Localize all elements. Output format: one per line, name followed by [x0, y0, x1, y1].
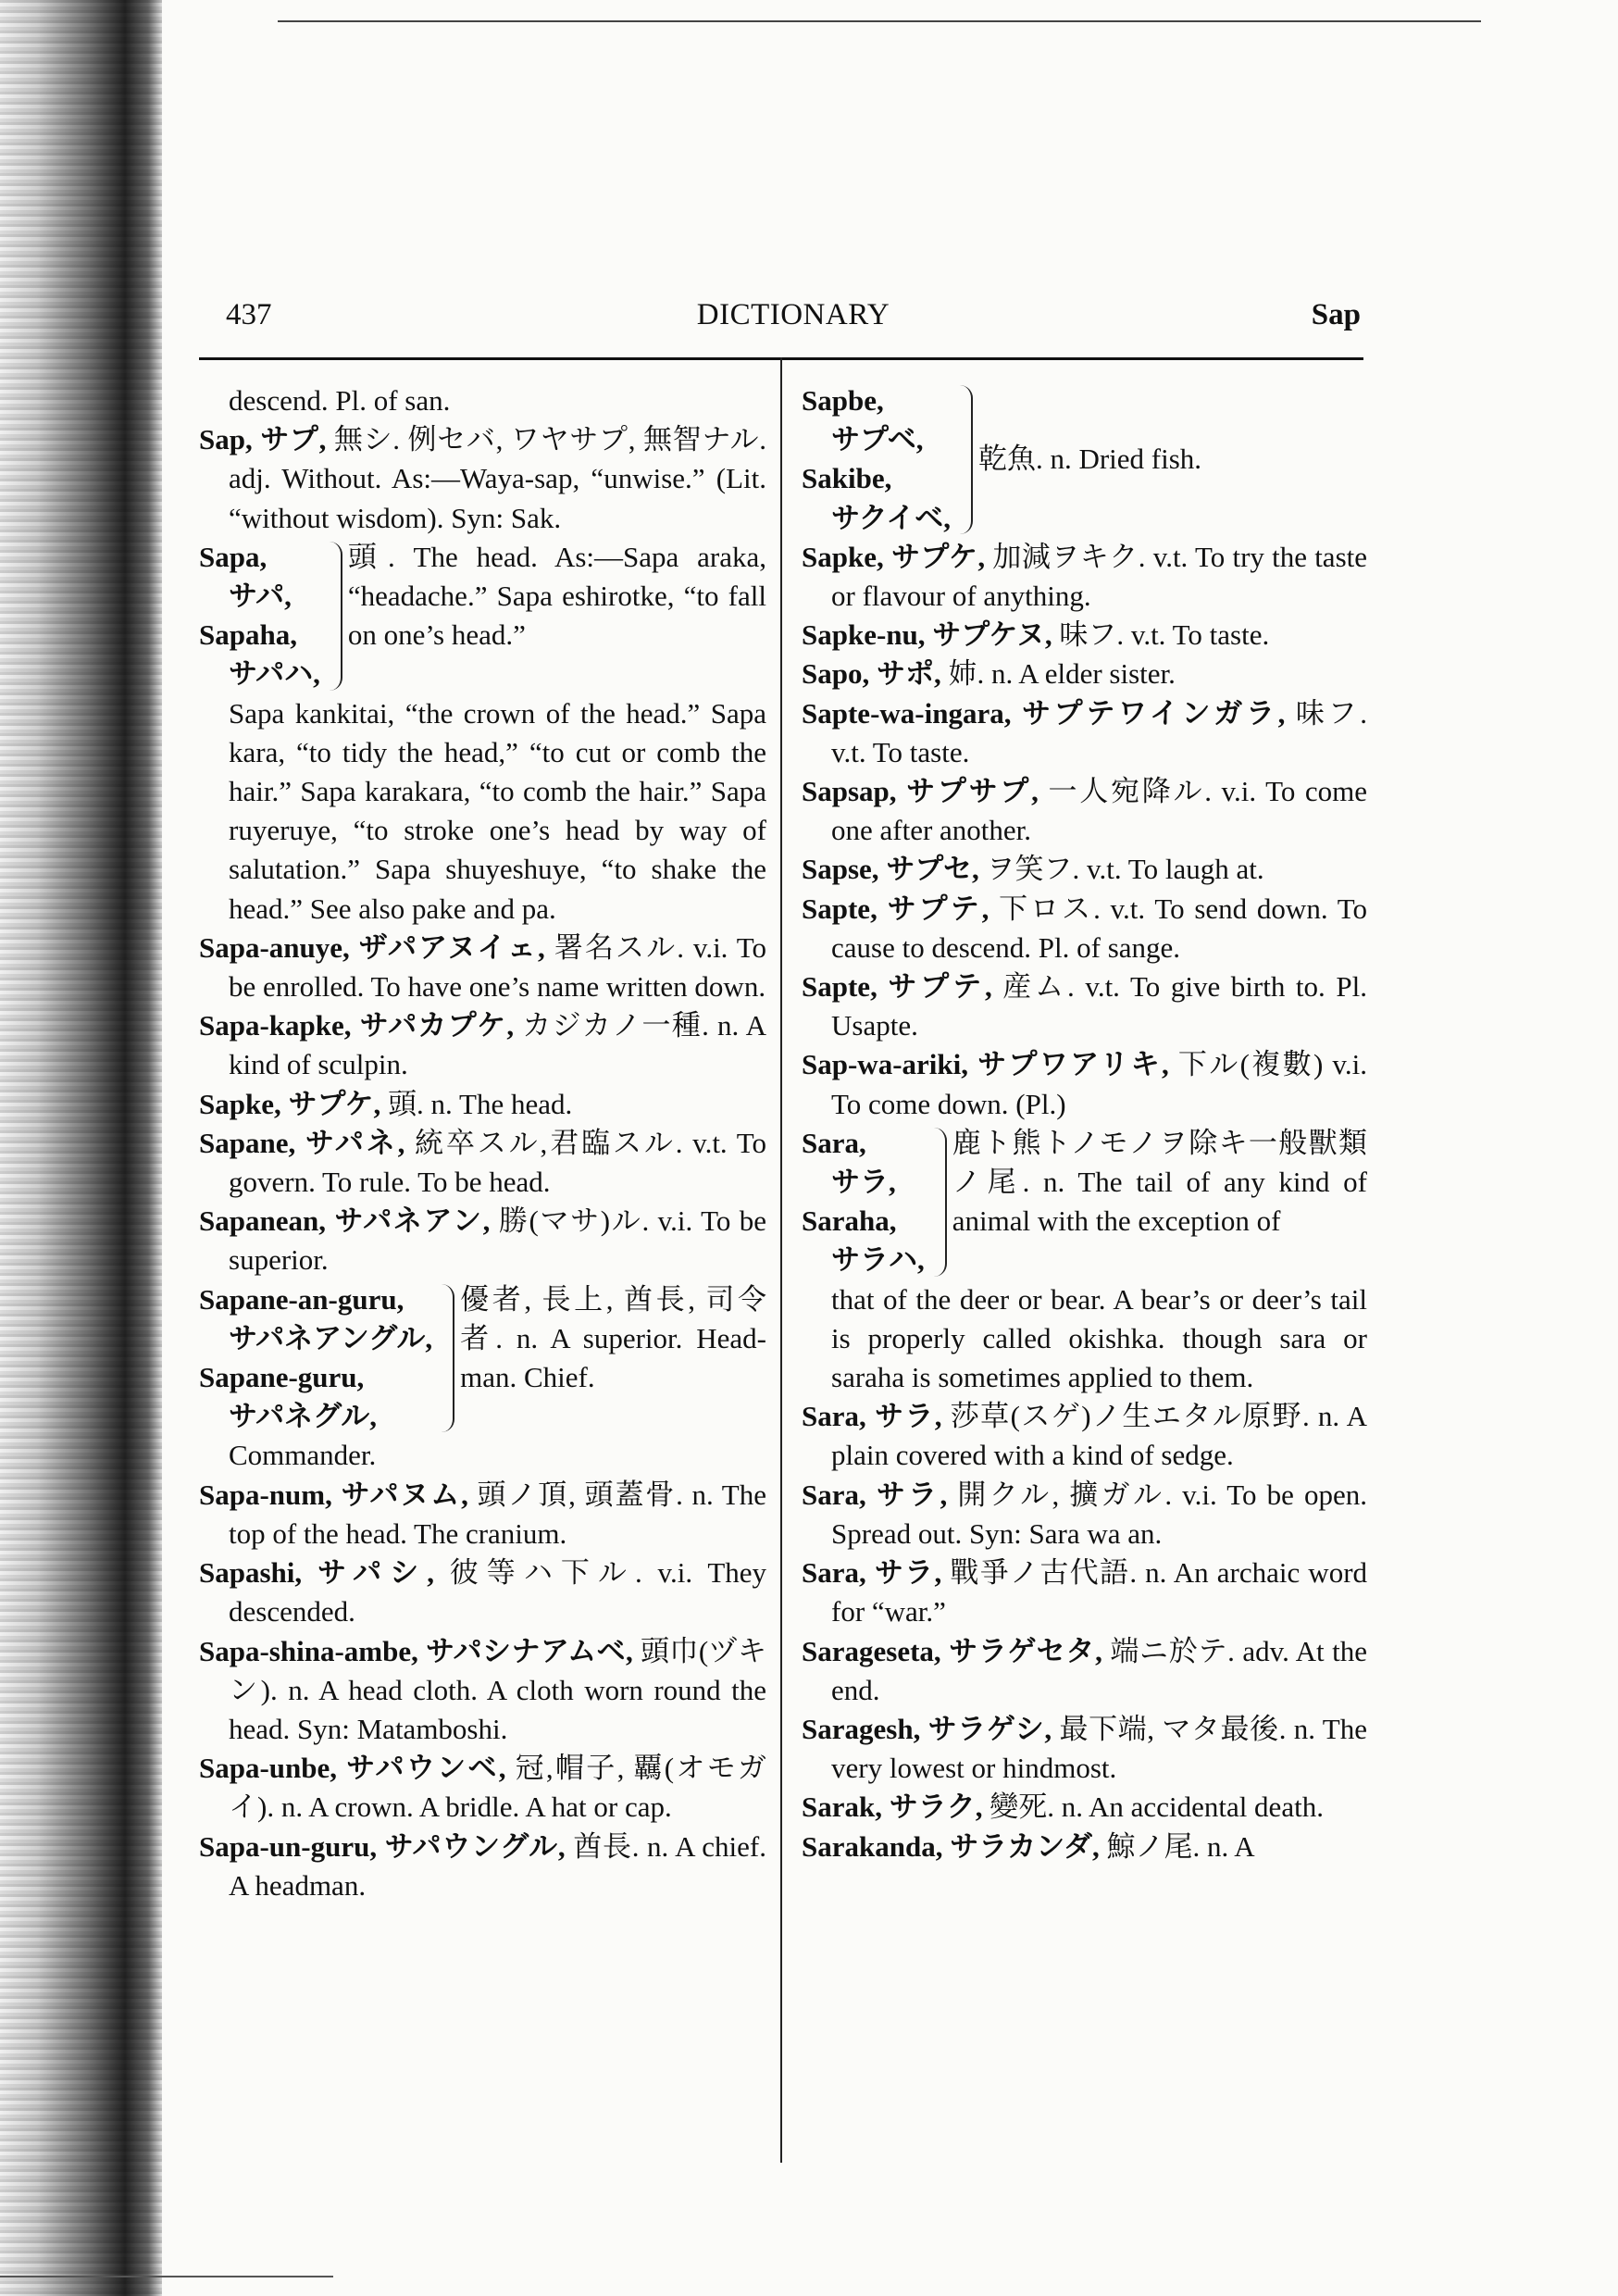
entry-group-row [199, 538, 766, 694]
dictionary-entry [802, 1554, 1367, 1631]
page-header [226, 298, 1361, 341]
entry-katakana: サラ, [876, 1478, 948, 1511]
entry-definition: 鯨ノ尾. n. A [1106, 1829, 1255, 1863]
entry-headword: Sapa-unbe, [199, 1752, 338, 1785]
entry-headword: Sapke, [199, 1087, 281, 1120]
entry-definition: 頭. n. The head. [388, 1087, 573, 1120]
dictionary-entry [802, 967, 1367, 1045]
dictionary-entry [199, 1085, 766, 1124]
entry-definition: 戰爭ノ古代語. n. An archaic word for “war.” [831, 1556, 1368, 1628]
entry-headword: Sap-wa-ariki, [802, 1048, 968, 1081]
entry-definition: 莎草(スゲ)ノ生エタル原野. n. A plain covered with a kind of sedge. [831, 1400, 1368, 1472]
entry-headword: Sapane-an-guru, [199, 1282, 404, 1316]
page-number: 437 [226, 298, 272, 331]
dictionary-entry [802, 1045, 1367, 1123]
entry-definition-continued: Sapa kankitai, “the crown of the head.” Sapa kara, “to tidy the head,” “to cut or comb the hair.” Sapa karakara, “to comb the hair.” Sapa ruyeruye, “to stroke one’s head by way of salutation.” Sapa shuyeshuye, “to shake the head.” See also pake and pa. [229, 696, 766, 925]
entry-definition: 端ニ於テ. adv. At the end. [831, 1634, 1367, 1706]
entry-definition: 味フ. v.t. To taste. [831, 696, 1368, 768]
entry-katakana: サパ, [229, 580, 292, 613]
entry-headword: Sapa-kapke, [199, 1009, 352, 1042]
entry-definition: 一人宛降ル. v.i. To come one after another. [831, 775, 1368, 847]
entry-definition: 開クル, 擴ガル. v.i. To be open. Spread out. Syn: Sara wa an. [831, 1478, 1368, 1550]
scan-bottom-line [0, 2276, 333, 2277]
entry-katakana: サラ, [874, 1556, 942, 1590]
entry-katakana: サプケ, [288, 1087, 381, 1120]
entry-group-row [802, 381, 1367, 538]
entry-katakana: サパウングル, [384, 1829, 566, 1863]
entry-headword: Sapa-shina-ambe, [199, 1634, 418, 1667]
entry-definition: 勝(マサ)ル. v.i. To be superior. [229, 1204, 767, 1277]
dictionary-entry [199, 420, 766, 538]
entry-definition: ヲ笑フ. v.t. To laugh at. [986, 853, 1264, 886]
entry-headword: Sapsap, [802, 775, 897, 808]
dictionary-entry [199, 1006, 766, 1084]
entry-headword: Sapte, [802, 892, 877, 925]
dictionary-entry [199, 1554, 766, 1631]
entry-definition: 彼等ハ下ル. v.i. They descended. [229, 1556, 767, 1628]
dictionary-entry [802, 1397, 1367, 1475]
entry-headword: Sapo, [802, 657, 870, 691]
dictionary-entry [802, 1632, 1367, 1710]
group-headwords [802, 1124, 925, 1280]
dictionary-entry [199, 1749, 766, 1827]
entry-katakana: サパネアングル, [229, 1321, 433, 1354]
entry-definition: 酋長. n. A chief. A headman. [229, 1829, 767, 1902]
entry-definition: カジカノ一種. n. A kind of sculpin. [229, 1009, 767, 1081]
dictionary-entry [802, 1710, 1367, 1788]
dictionary-entry [802, 1788, 1367, 1827]
entry-headword: Sapane, [199, 1126, 296, 1159]
entry-headword: Sapashi, [199, 1556, 303, 1590]
entry-headword: Sapanean, [199, 1204, 326, 1238]
entry-katakana: サパカプケ, [359, 1009, 515, 1042]
entry-headword: Sara, [802, 1478, 866, 1511]
entry-definition: 無シ. 例セバ, ワヤサプ, 無智ナル. adj. Without. As:—Waya-sap, “unwise.” (Lit. “without wisdom). Syn: Sak. [229, 423, 767, 534]
entry-katakana: サラカンダ, [950, 1829, 1100, 1863]
dictionary-entry [802, 538, 1367, 616]
entry-headword: Sapte, [802, 970, 877, 1004]
entry-headword: Sapse, [802, 853, 879, 886]
entry-definition: 味フ. v.t. To taste. [1059, 618, 1270, 652]
dictionary-entry [802, 850, 1367, 889]
dictionary-entry [802, 772, 1367, 850]
dictionary-entry-group [802, 1124, 1367, 1397]
entry-headword: Sap, [199, 423, 253, 456]
entry-definition: 頭ノ頂, 頭蓋骨. n. The top of the head. The cranium. [229, 1478, 767, 1550]
entry-katakana: サパネアン, [334, 1204, 491, 1238]
entry-katakana: ザパアヌイェ, [358, 930, 545, 964]
dictionary-entry [199, 1476, 766, 1554]
entry-katakana: サプサプ, [906, 775, 1039, 808]
dictionary-entry-group [199, 1280, 766, 1476]
entry-headword: Sapte-wa-ingara, [802, 696, 1012, 730]
entry-katakana: サプテ, [887, 892, 989, 925]
group-headwords [199, 1280, 432, 1437]
entry-headword: Sapa-num, [199, 1478, 332, 1511]
dictionary-entry [199, 929, 766, 1006]
entry-headword: Sapke, [802, 540, 884, 573]
entry-definition: 産ム. v.t. To give birth to. Pl. Usapte. [831, 970, 1367, 1042]
entry-katakana: サラク, [889, 1791, 983, 1824]
entry-headword: Sapa-un-guru, [199, 1829, 378, 1863]
entry-katakana: サプテワインガラ, [1021, 696, 1286, 730]
entry-headword: Sapke-nu, [802, 618, 926, 652]
entry-katakana: サパハ, [229, 657, 320, 691]
dictionary-entry-group [199, 538, 766, 929]
entry-definition: 鹿ト熊トノモノヲ除キ一般獸類ノ尾. n. The tail of any kind of animal with the exception of [952, 1126, 1367, 1238]
entry-definition: 下ル(複數) v.i. To come down. (Pl.) [831, 1048, 1368, 1120]
entry-katakana: サパネ, [305, 1126, 405, 1159]
right-column [802, 381, 1367, 1866]
brace-mark [928, 1128, 947, 1277]
dictionary-entry [199, 1202, 766, 1279]
entry-katakana: サポ, [876, 657, 941, 691]
entry-definition: 變死. n. An accidental death. [989, 1791, 1324, 1824]
entry-katakana: サラゲシ, [927, 1712, 1052, 1745]
entry-headword: Sarageseta, [802, 1634, 941, 1667]
entry-katakana: サプ, [260, 423, 327, 456]
entry-group-row [199, 1280, 766, 1437]
entry-katakana: サパシ, [317, 1556, 434, 1590]
entry-group-row [802, 1124, 1367, 1280]
entry-katakana: サパヌム, [341, 1478, 468, 1511]
entry-headword: Sarak, [802, 1791, 882, 1824]
dictionary-entry [802, 694, 1367, 772]
brace-mark [954, 385, 973, 534]
group-headwords [802, 381, 951, 538]
entry-headword: Saragesh, [802, 1712, 921, 1745]
entry-headword: Sara, [802, 1126, 866, 1159]
entry-definition: 署名スル. v.i. To be enrolled. To have one’s name written down. [229, 930, 767, 1004]
guide-word: Sap [1311, 298, 1361, 331]
dictionary-entry [199, 1828, 766, 1905]
dictionary-entry [199, 1124, 766, 1202]
entry-katakana: サプセ, [886, 853, 979, 886]
entry-headword: Sapaha, [199, 618, 297, 652]
dictionary-entry [802, 890, 1367, 967]
entry-definition: 乾魚. n. Dried fish. [977, 443, 1202, 476]
brace-mark [436, 1284, 454, 1433]
scan-top-line [278, 20, 1481, 22]
entry-definition-continued: that of the deer or bear. A bear’s or deer’s tail is properly called okishka. though sara or saraha is sometimes applied to them. [831, 1282, 1367, 1394]
entry-headword: Sara, [802, 1556, 866, 1590]
entry-definition: 統卒スル,君臨スル. v.t. To govern. To rule. To be head. [229, 1126, 767, 1199]
dictionary-entry [802, 655, 1367, 693]
left-column [199, 381, 766, 1905]
entry-continuation: descend. Pl. of san. [229, 384, 451, 417]
entry-definition: 冠,帽子, 覊(オモガイ). n. A crown. A bridle. A hat or cap. [229, 1752, 767, 1824]
entry-definition: 頭. The head. As:—Sapa araka, “headache.” Sapa eshirotke, “to fall on one’s head.” [347, 540, 766, 652]
entry-definition: 優者, 長上, 酋長, 司令者. n. A superior. Head-man. Chief. [460, 1282, 766, 1394]
entry-katakana: サプワアリキ, [977, 1048, 1169, 1081]
entry-headword: Sakibe, [802, 462, 892, 495]
entry-katakana: サクイベ, [831, 501, 951, 534]
column-divider [780, 357, 782, 2163]
group-headwords [199, 538, 320, 694]
entry-definition: 最下端, マタ最後. n. The very lowest or hindmost. [831, 1712, 1368, 1785]
entry-definition-continued: Commander. [229, 1439, 377, 1472]
entry-katakana: サラハ, [831, 1243, 925, 1277]
entry-katakana: サプケ, [890, 540, 986, 573]
entry-katakana: サラ, [831, 1166, 896, 1199]
entry-headword: Sapa, [199, 540, 268, 573]
entry-katakana: サパウンベ, [346, 1752, 506, 1785]
entry-katakana: サプテ, [888, 970, 992, 1004]
entry-headword: Saraha, [802, 1204, 897, 1238]
entry-definition: 下ロス. v.t. To send down. To cause to descend. Pl. of sange. [831, 892, 1368, 964]
running-title: DICTIONARY [696, 298, 890, 331]
entry-katakana: サラ, [874, 1400, 942, 1433]
dictionary-entry [802, 616, 1367, 655]
entry-headword: Sapane-guru, [199, 1361, 365, 1394]
entry-katakana: サプケヌ, [932, 618, 1052, 652]
entry-katakana: サパネグル, [229, 1400, 377, 1433]
dictionary-entry [199, 1632, 766, 1750]
entry-definition: 姉. n. A elder sister. [948, 657, 1176, 691]
entry-headword: Sapa-anuye, [199, 930, 350, 964]
entry-katakana: サラゲセタ, [949, 1634, 1102, 1667]
dictionary-entry [802, 1476, 1367, 1554]
entry-headword: Sarakanda, [802, 1829, 943, 1863]
entry-katakana: サプベ, [831, 423, 924, 456]
dictionary-entry-group [802, 381, 1367, 538]
entry-headword: Sara, [802, 1400, 866, 1433]
brace-mark [324, 542, 342, 691]
entry-katakana: サパシナアムベ, [426, 1634, 633, 1667]
entry-headword: Sapbe, [802, 384, 884, 417]
entry-definition: 加減ヲキク. v.t. To try the taste or flavour of anything. [831, 540, 1367, 613]
dictionary-entry [802, 1828, 1367, 1866]
entry-definition: 頭巾(ヅキン). n. A head cloth. A cloth worn round the head. Syn: Matamboshi. [229, 1634, 767, 1745]
scan-shadow-edge [0, 0, 162, 2296]
